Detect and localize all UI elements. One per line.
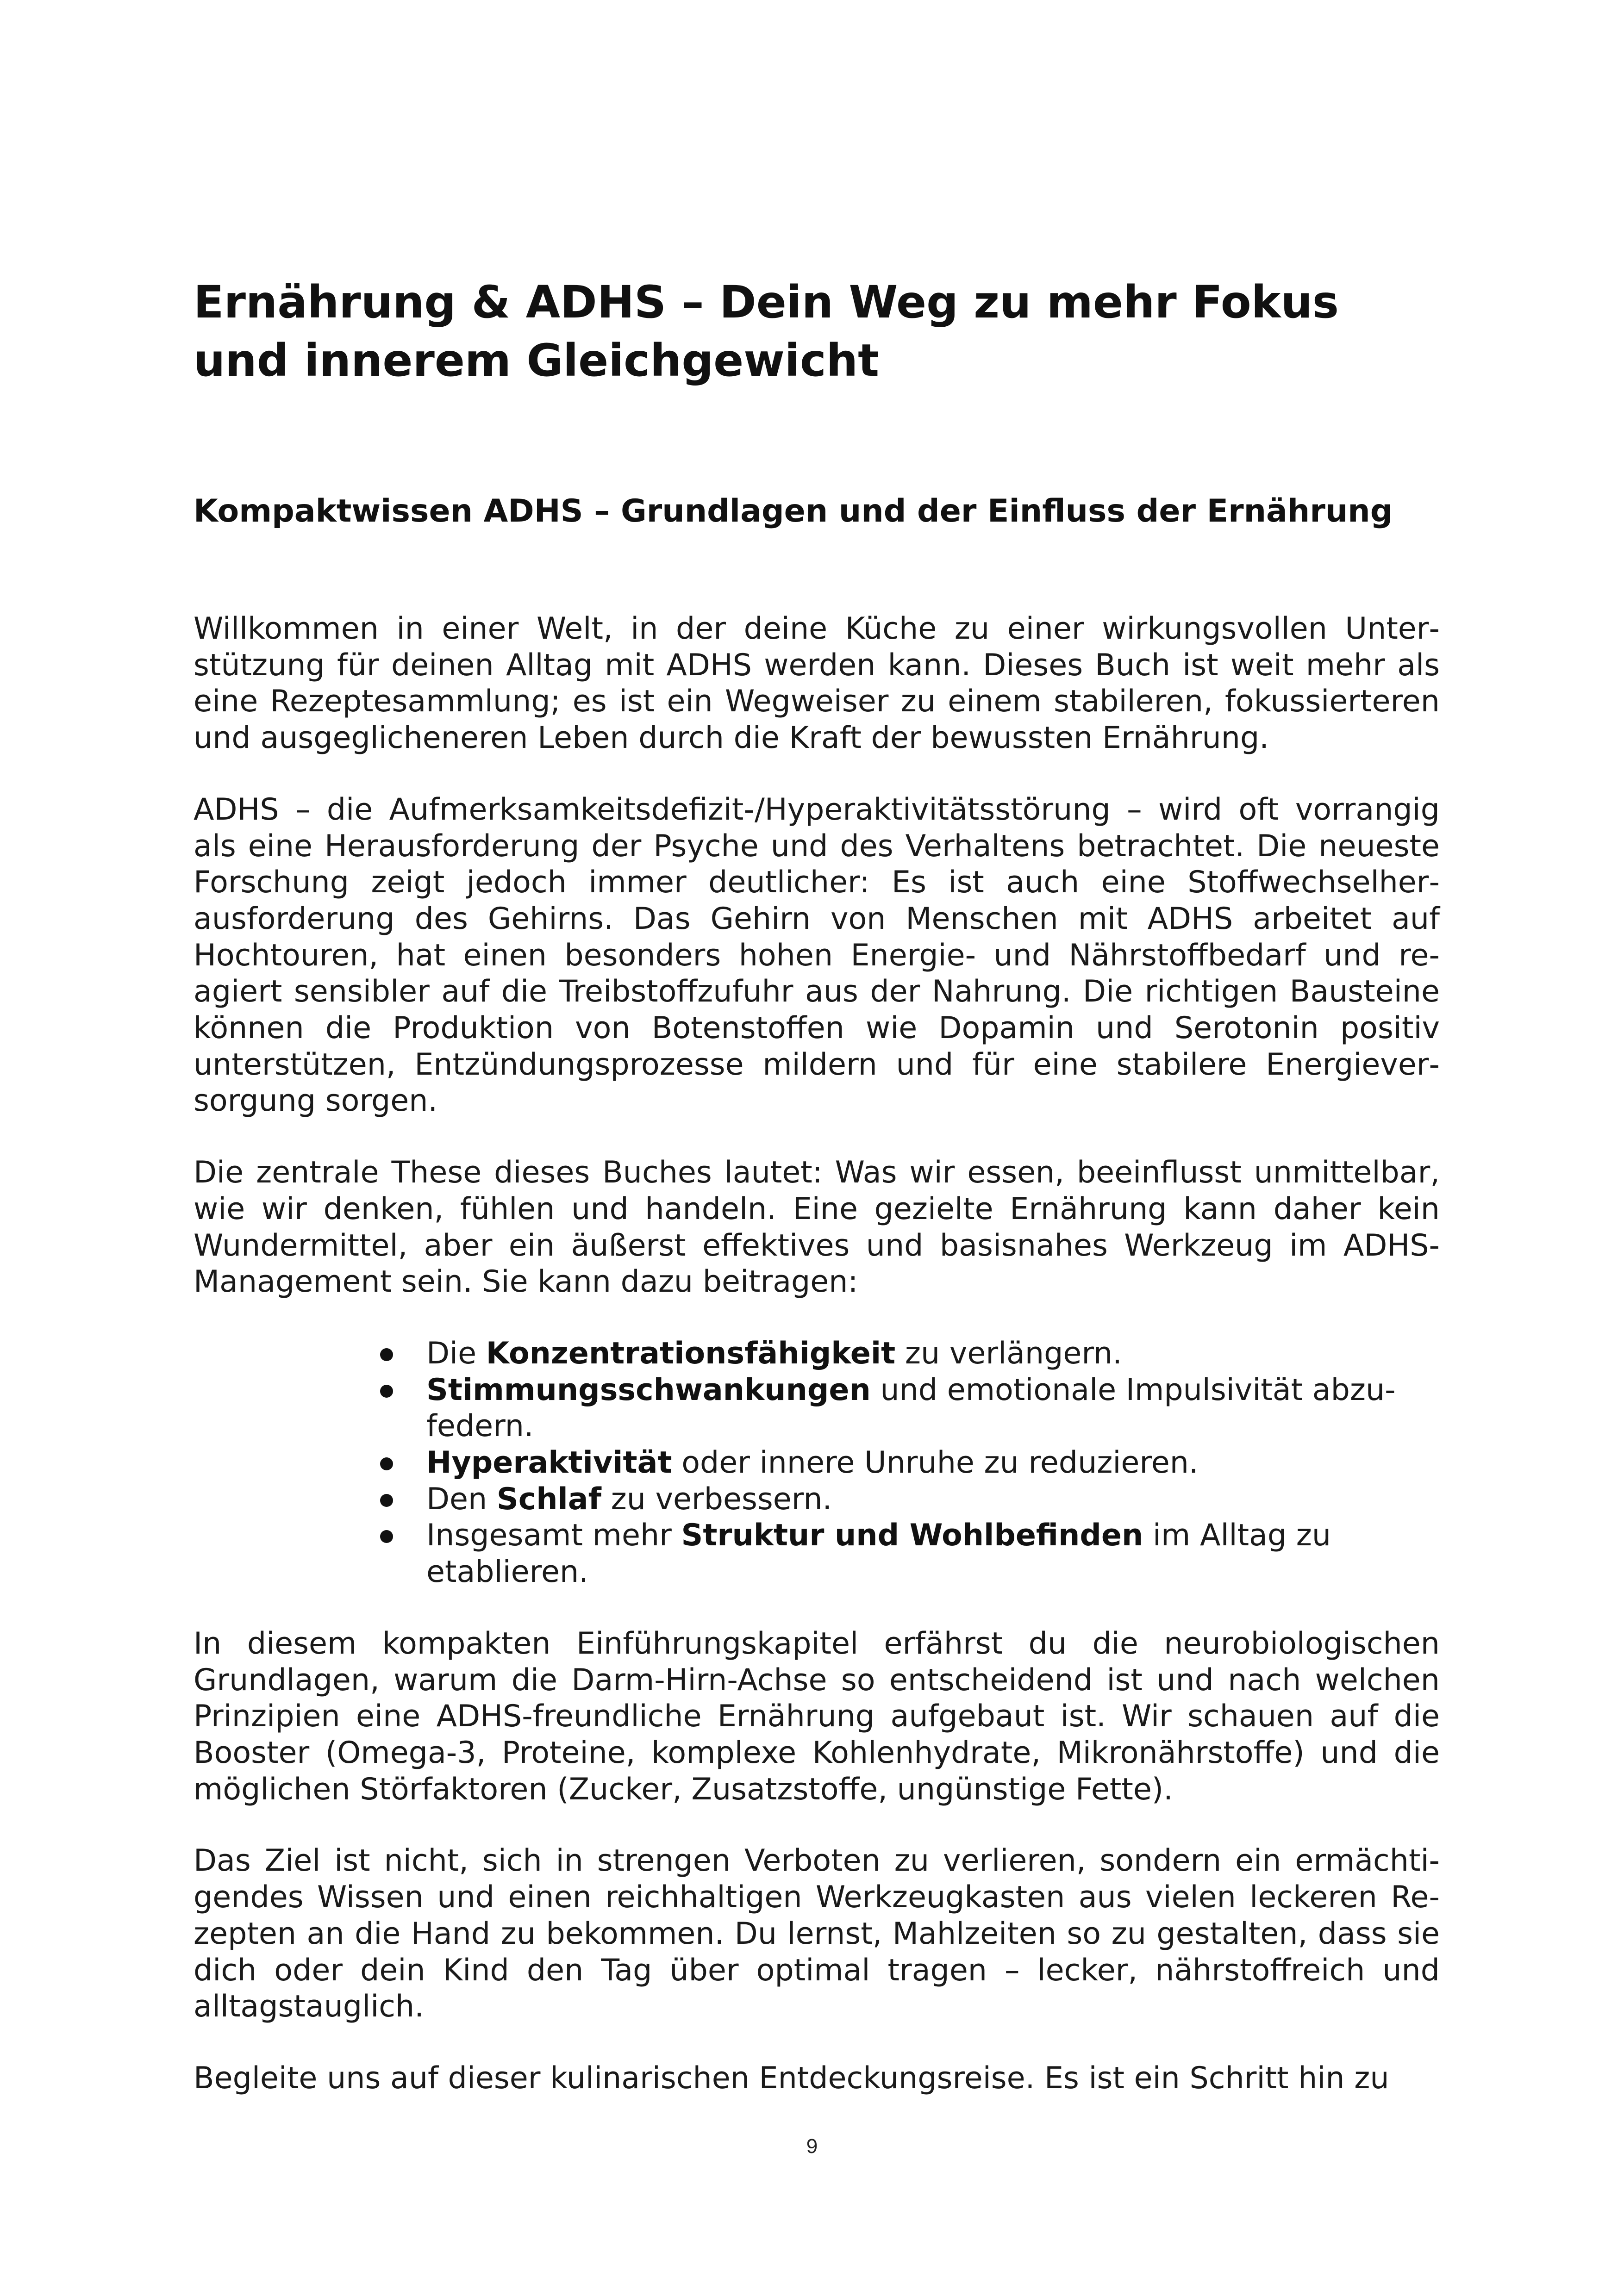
list-item	[380, 1372, 1440, 1445]
benefits-list	[194, 1336, 1440, 1591]
list-item	[380, 1518, 1440, 1590]
page-content	[194, 273, 1440, 2097]
list-item-text: zu verbessern.	[601, 1481, 832, 1517]
paragraph-intro: Willkommen in einer Welt, in der deine Küche zu einer wirkungsvollen Unterstützung für deinen Alltag mit ADHS werden kann. Dieses Buch ist weit mehr als eine Rezeptesammlung; es ist ein Wegweiser zu einem stabileren, fokussierteren und ausgeglicheneren Leben durch die Kraft der bewussten Ernährung.	[194, 611, 1440, 756]
bullet-icon	[380, 1494, 393, 1507]
bullet-icon	[380, 1457, 393, 1470]
page-number: 9	[806, 2135, 818, 2158]
paragraph-chapter-overview: In diesem kompakten Einführungskapitel erfährst du die neurobiologischen Grundlagen, warum die Darm-Hirn-Achse so entscheidend ist und nach welchen Prinzipien eine ADHS-freundliche Ernährung aufgebaut ist. Wir schauen auf die Booster (Omega-3, Proteine, komplexe Kohlenhydrate, Mikronährstoffe) und die möglichen Störfaktoren (Zucker, Zusatzstoffe, ungünstige Fette).	[194, 1626, 1440, 1807]
bullet-icon	[380, 1348, 393, 1361]
paragraph-closing: Begleite uns auf dieser kulinarischen Entdeckungsreise. Es ist ein Schritt hin zu	[194, 2060, 1389, 2096]
list-item-text: oder innere Unruhe zu reduzieren.	[672, 1445, 1199, 1481]
list-item-emphasis: Konzentrationsfähigkeit	[486, 1336, 896, 1371]
list-item	[380, 1336, 1440, 1372]
list-item-emphasis: Struktur und Wohlbefinden	[681, 1518, 1143, 1553]
list-item-text: im Alltag zu etablieren.	[426, 1518, 1331, 1590]
list-item-text: zu verlängern.	[895, 1336, 1122, 1371]
list-item-text: Den	[426, 1481, 497, 1517]
paragraph-adhs-definition: ADHS – die Aufmerksamkeitsdefizit-/Hyperaktivitätsstörung – wird oft vorrangig als eine Herausforderung der Psyche und des Verhaltens betrachtet. Die neueste Forschung zeigt jedoch immer deutlicher: Es ist auch eine Stoffwechselherausforderung des Gehirns. Das Gehirn von Menschen mit ADHS arbeitet auf Hochtouren, hat einen besonders hohen Energie- und Nährstoffbedarf und reagiert sensibler auf die Treibstoffzufuhr aus der Nahrung. Die richtigen Bausteine können die Produktion von Botenstoffen wie Dopamin und Serotonin positiv unterstützen, Entzündungsprozesse mildern und für eine stabilere Energieversorgung sorgen.	[194, 792, 1440, 1119]
list-item-emphasis: Schlaf	[496, 1481, 601, 1517]
list-item-text: Insgesamt mehr	[426, 1518, 681, 1553]
chapter-title: Ernährung & ADHS – Dein Weg zu mehr Fokus und innerem Gleichgewicht	[194, 276, 1339, 386]
list-item	[380, 1445, 1440, 1481]
section-heading: Kompaktwissen ADHS – Grundlagen und der Einfluss der Ernährung	[194, 493, 1393, 529]
list-item-emphasis: Hyperaktivität	[426, 1445, 672, 1481]
list-item-text: Die	[426, 1336, 486, 1371]
list-item-text: und emotionale Impulsivität abzufedern.	[426, 1372, 1396, 1444]
list-item-emphasis: Stimmungsschwankungen	[426, 1372, 871, 1407]
bullet-icon	[380, 1530, 393, 1543]
paragraph-central-thesis: Die zentrale These dieses Buches lautet: Was wir essen, beeinflusst unmittelbar, wie wir denken, fühlen und handeln. Eine gezielte Ernährung kann daher kein Wundermittel, aber ein äußerst effektives und basisnahes Werkzeug im ADHS-Management sein. Sie kann dazu beitragen:	[194, 1155, 1440, 1300]
list-item	[380, 1481, 1440, 1518]
bullet-icon	[380, 1385, 393, 1398]
paragraph-goal: Das Ziel ist nicht, sich in strengen Verboten zu verlieren, sondern ein ermächtigendes Wissen und einen reichhaltigen Werkzeugkasten aus vielen leckeren Rezepten an die Hand zu bekommen. Du lernst, Mahlzeiten so zu gestalten, dass sie dich oder dein Kind den Tag über optimal tragen – lecker, nährstoffreich und alltagstauglich.	[194, 1843, 1440, 2024]
